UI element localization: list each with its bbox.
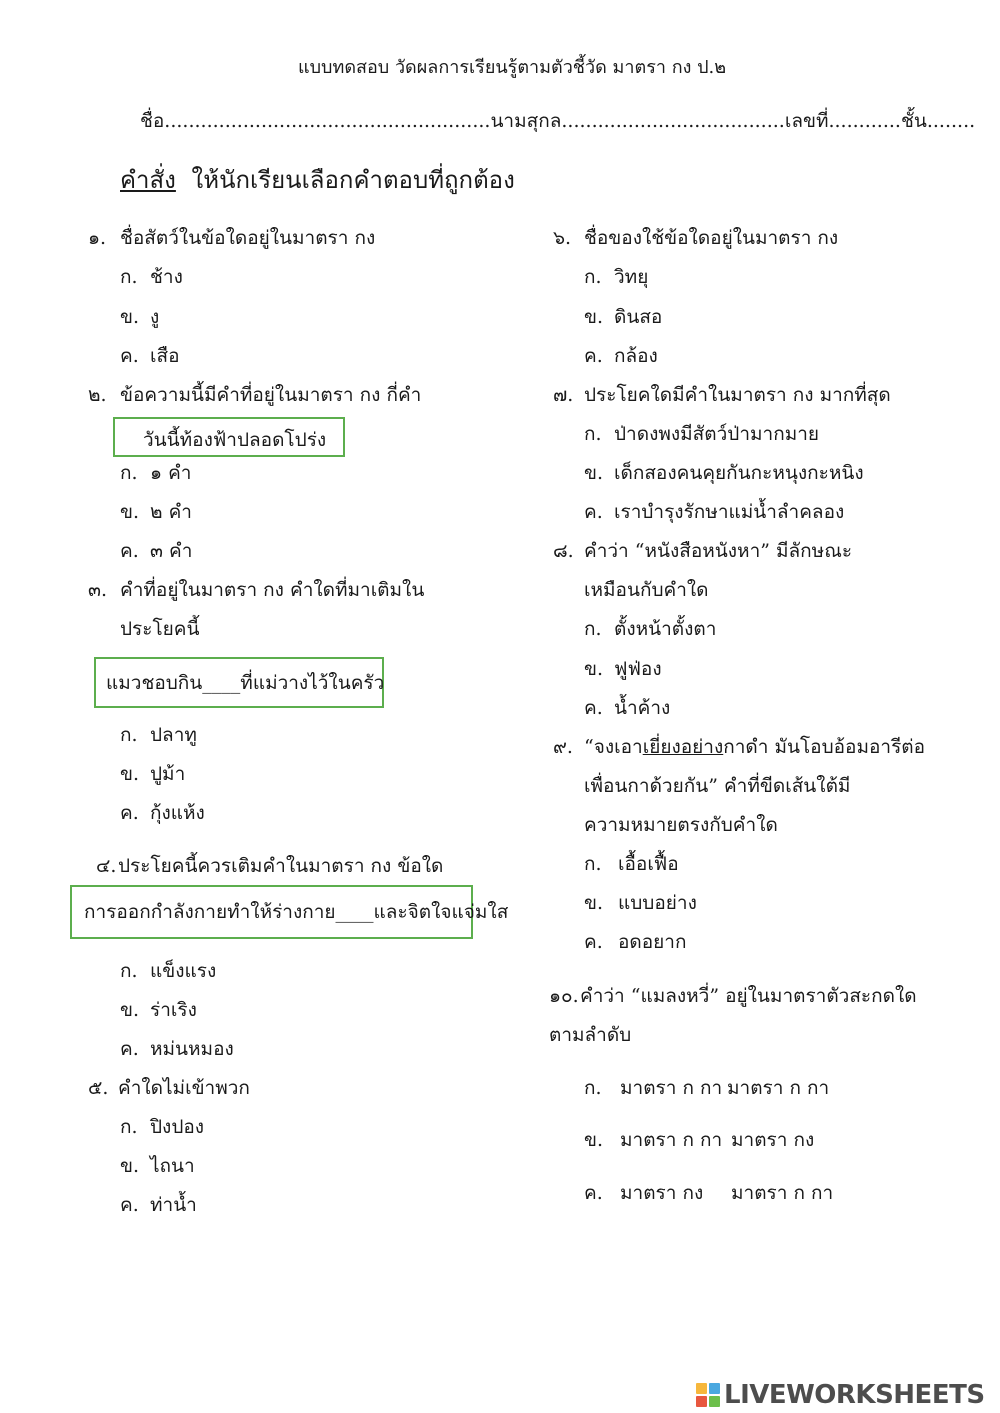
choice-option[interactable]: ร่าเริง [150, 999, 197, 1021]
choice-option[interactable]: แบบอย่าง [618, 892, 697, 914]
choice-option[interactable]: ๒ คำ [150, 501, 192, 523]
choice-label: ข. [120, 306, 140, 328]
question-number: ๔. [96, 855, 117, 877]
choice-label: ค. [584, 697, 603, 719]
underlined-word: เยี่ยงอย่าง [642, 736, 724, 758]
choice-option[interactable]: วิทยุ [614, 266, 649, 288]
question-text-post: กาดำ มันโอบอ้อมอารีต่อ [723, 736, 926, 758]
choice-option-second[interactable]: มาตรา ก กา [727, 1077, 830, 1099]
choice-label: ค. [584, 501, 603, 523]
question-number: ๑. [88, 227, 107, 249]
choice-option[interactable]: ท่าน้ำ [150, 1194, 197, 1216]
question-text-line3: ความหมายตรงกับคำใด [584, 814, 778, 836]
choice-label: ก. [120, 1116, 138, 1138]
question-text: ข้อความนี้มีคำที่อยู่ในมาตรา กง กี่คำ [120, 384, 422, 406]
question-number: ๙. [553, 736, 573, 758]
choice-option[interactable]: ป่าดงพงมีสัตว์ป่ามากมาย [614, 423, 820, 445]
logo-square [696, 1396, 707, 1407]
choice-option[interactable]: ปิงปอง [150, 1116, 205, 1138]
question-number: ๕. [88, 1077, 109, 1099]
choice-label: ค. [584, 1182, 603, 1204]
question-text-pre: “จงเอา [584, 736, 643, 758]
question-text: คำว่า “แมลงหวี่” อยู่ในมาตราตัวสะกดใด [580, 985, 917, 1007]
choice-option[interactable]: กุ้งแห้ง [150, 802, 205, 824]
choice-label: ก. [120, 960, 138, 982]
choice-label: ก. [120, 462, 138, 484]
boxed-sentence: การออกกำลังกายทำให้ร่างกาย____และจิตใจแจ่มใส [84, 901, 509, 923]
logo-square [696, 1383, 707, 1394]
choice-label: ข. [584, 306, 604, 328]
choice-option[interactable]: แข็งแรง [150, 960, 217, 982]
choice-option-first[interactable]: มาตรา ก กา [620, 1129, 723, 1151]
liveworksheets-logo [696, 1380, 985, 1410]
choice-option-second[interactable]: มาตรา ก กา [731, 1182, 834, 1204]
instruction-text: ให้นักเรียนเลือกคำตอบที่ถูกต้อง [191, 166, 515, 194]
choice-option-second[interactable]: มาตรา กง [731, 1129, 815, 1151]
question-text: ชื่อของใช้ข้อใดอยู่ในมาตรา กง [584, 227, 839, 249]
choice-option[interactable]: เราบำรุงรักษาแม่น้ำลำคลอง [614, 501, 845, 523]
choice-option[interactable]: งู [150, 306, 160, 328]
choice-option[interactable]: น้ำค้าง [614, 697, 671, 719]
choice-option[interactable]: ปูม้า [150, 763, 186, 785]
choice-label: ค. [584, 931, 603, 953]
question-number: ๗. [553, 384, 574, 406]
choice-label: ค. [584, 345, 603, 367]
choice-label: ข. [120, 501, 140, 523]
instruction-label: คำสั่ง [120, 166, 176, 194]
choice-label: ข. [584, 892, 604, 914]
boxed-sentence: แมวชอบกิน____ที่แม่วางไว้ในครัว [106, 672, 385, 694]
worksheet-title: แบบทดสอบ วัดผลการเรียนรู้ตามตัวชี้วัด มาตรา กง ป.๒ [298, 57, 727, 78]
question-text: คำว่า “หนังสือหนังหา” มีลักษณะ [584, 540, 853, 562]
choice-option-first[interactable]: มาตรา กง [620, 1182, 704, 1204]
question-text-line2: ตามลำดับ [549, 1024, 632, 1046]
choice-label: ก. [120, 724, 138, 746]
logo-text: LIVEWORKSHEETS [724, 1380, 985, 1410]
choice-option[interactable]: เด็กสองคนคุยกันกะหนุงกะหนิง [614, 462, 864, 484]
choice-label: ค. [120, 540, 139, 562]
choice-label: ค. [120, 1038, 139, 1060]
choice-label: ค. [120, 802, 139, 824]
choice-option[interactable]: กล้อง [614, 345, 658, 367]
question-text-line2: เหมือนกับคำใด [584, 579, 709, 601]
question-text: คำใดไม่เข้าพวก [118, 1077, 250, 1099]
choice-label: ก. [584, 618, 602, 640]
question-text-line2: ประโยคนี้ [120, 618, 200, 640]
choice-option[interactable]: อดอยาก [618, 931, 687, 953]
logo-squares-icon [696, 1383, 720, 1407]
choice-option[interactable]: ตั้งหน้าตั้งตา [614, 618, 717, 640]
choice-option[interactable]: ปลาทู [150, 724, 197, 746]
choice-option[interactable]: ไถนา [150, 1155, 195, 1177]
choice-label: ก. [584, 423, 602, 445]
choice-label: ก. [120, 266, 138, 288]
choice-option[interactable]: เสือ [150, 345, 180, 367]
choice-option[interactable]: ช้าง [150, 266, 183, 288]
choice-option[interactable]: หม่นหมอง [150, 1038, 234, 1060]
question-number: ๘. [553, 540, 574, 562]
boxed-sentence: วันนี้ท้องฟ้าปลอดโปร่ง [143, 429, 327, 451]
choice-label: ค. [120, 345, 139, 367]
choice-option[interactable]: เอื้อเฟื้อ [618, 853, 679, 875]
question-number: ๖. [553, 227, 572, 249]
choice-label: ก. [584, 1077, 602, 1099]
choice-option[interactable]: ฟูฟ่อง [614, 658, 662, 680]
choice-label: ข. [584, 462, 604, 484]
question-text: ประโยคนี้ควรเติมคำในมาตรา กง ข้อใด [118, 855, 444, 877]
instruction [120, 168, 515, 192]
choice-label: ก. [584, 853, 602, 875]
question-number: ๓. [88, 579, 108, 601]
choice-option-first[interactable]: มาตรา ก กา [620, 1077, 723, 1099]
choice-label: ก. [584, 266, 602, 288]
logo-square [709, 1383, 720, 1394]
choice-option[interactable]: ดินสอ [614, 306, 663, 328]
choice-label: ข. [584, 1129, 604, 1151]
choice-label: ข. [584, 658, 604, 680]
choice-option[interactable]: ๓ คำ [150, 540, 193, 562]
question-text-line2: เพื่อนกาด้วยกัน” คำที่ขีดเส้นใต้มี [584, 775, 851, 797]
choice-label: ข. [120, 999, 140, 1021]
question-number: ๑๐. [549, 985, 579, 1007]
question-text [584, 738, 925, 757]
choice-option[interactable]: ๑ คำ [150, 462, 192, 484]
question-text: ประโยคใดมีคำในมาตรา กง มากที่สุด [584, 384, 891, 406]
question-number: ๒. [88, 384, 107, 406]
student-info-line: ชื่อ......................................................นามสุกล.....................................เลขที่............ชั้น........ [140, 110, 976, 132]
logo-square [709, 1396, 720, 1407]
question-text: คำที่อยู่ในมาตรา กง คำใดที่มาเติมใน [120, 579, 425, 601]
choice-label: ข. [120, 1155, 140, 1177]
choice-label: ข. [120, 763, 140, 785]
choice-label: ค. [120, 1194, 139, 1216]
question-text: ชื่อสัตว์ในข้อใดอยู่ในมาตรา กง [120, 227, 376, 249]
